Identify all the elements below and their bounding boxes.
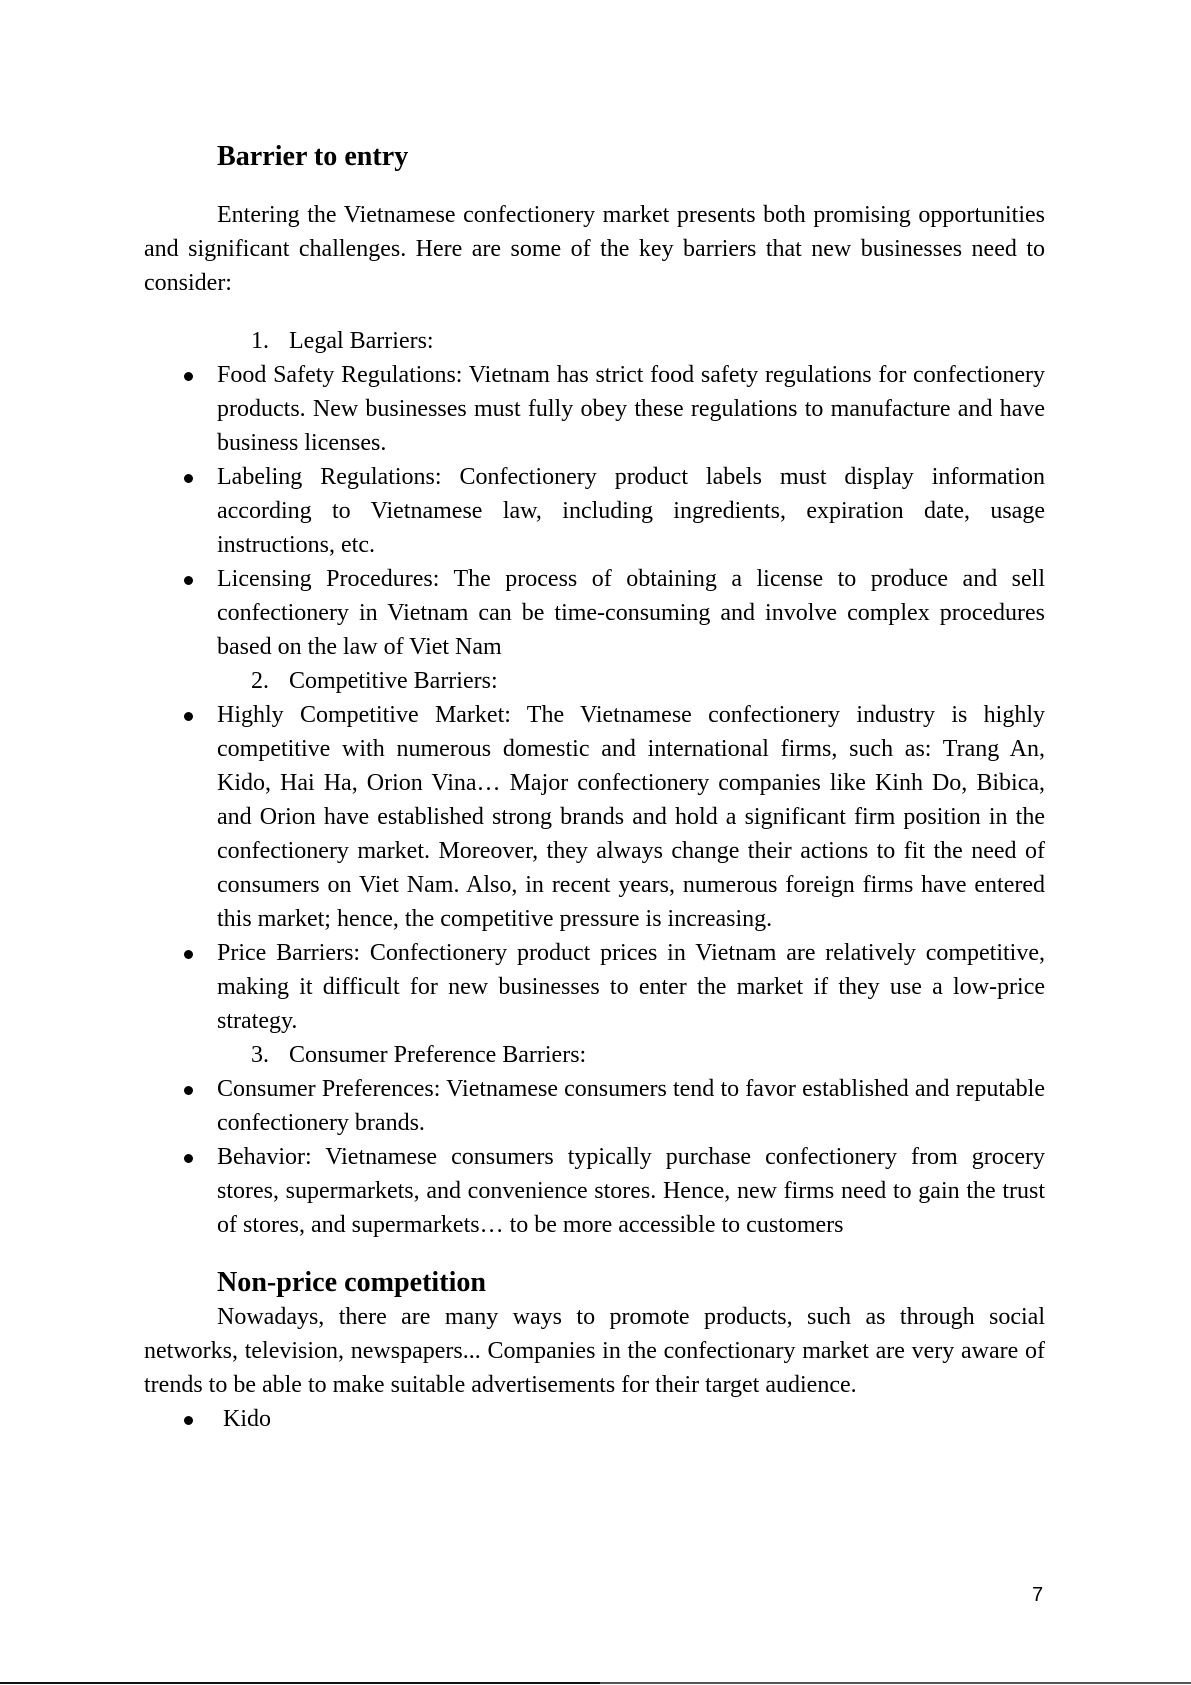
spacer xyxy=(144,1242,1045,1266)
numbered-item-legal-barriers xyxy=(144,324,1045,358)
bullet-text: Licensing Procedures: The process of obtaining a license to produce and sell confectionery in Vietnam can be time-consuming and involve complex procedures based on the law of Viet Nam xyxy=(217,566,1045,660)
page-content xyxy=(144,140,1045,1436)
bullet-icon xyxy=(184,1086,193,1095)
bullet-text: Highly Competitive Market: The Vietnamese confectionery industry is highly competitive with numerous domestic and international firms, such as: Trang An, Kido, Hai Ha, Orion Vina… Major confectionery companies like Kinh Do, Bibica, and Orion have established strong brands and hold a significant firm position in the confectionery market. Moreover, they always change their actions to fit the need of consumers on Viet Nam. Also, in recent years, numerous foreign firms have entered this market; hence, the competitive pressure is increasing. xyxy=(217,702,1045,932)
page-bottom-border-dark xyxy=(0,1682,600,1684)
bullet-text: Price Barriers: Confectionery product prices in Vietnam are relatively competitive, making it difficult for new businesses to enter the market if they use a low-price strategy. xyxy=(217,940,1045,1034)
bullet-item-labeling xyxy=(144,460,1045,562)
bullet-text: Kido xyxy=(223,1406,271,1432)
page-bottom-border xyxy=(0,1682,1191,1684)
list-number: 2. xyxy=(251,668,269,694)
list-label: Competitive Barriers: xyxy=(289,668,498,694)
bullet-text: Behavior: Vietnamese consumers typically purchase confectionery from grocery stores, supermarkets, and convenience stores. Hence, new firms need to gain the trust of stores, and supermarkets… to be more accessible to customers xyxy=(217,1144,1045,1238)
bullet-icon xyxy=(184,372,193,381)
bullet-item-price-barriers xyxy=(144,936,1045,1038)
bullet-text: Labeling Regulations: Confectionery product labels must display information according to Vietnamese law, including ingredients, expiration date, usage instructions, etc. xyxy=(217,464,1045,558)
spacer xyxy=(144,300,1045,324)
bullet-icon xyxy=(184,712,193,721)
bullet-icon xyxy=(184,950,193,959)
bullet-text: Food Safety Regulations: Vietnam has strict food safety regulations for confectionery products. New businesses must fully obey these regulations to manufacture and have business licenses. xyxy=(217,362,1045,456)
bullet-text: Consumer Preferences: Vietnamese consumers tend to favor established and reputable confectionery brands. xyxy=(217,1076,1045,1136)
list-label: Consumer Preference Barriers: xyxy=(289,1042,587,1068)
bullet-icon xyxy=(184,576,193,585)
bullet-icon xyxy=(184,1416,193,1425)
numbered-item-consumer-preference-barriers xyxy=(144,1038,1045,1072)
spacer xyxy=(144,174,1045,198)
list-number: 3. xyxy=(251,1042,269,1068)
bullet-item-food-safety xyxy=(144,358,1045,460)
bullet-item-kido xyxy=(144,1402,1045,1436)
list-number: 1. xyxy=(251,328,269,354)
bullet-icon xyxy=(184,474,193,483)
page-number: 7 xyxy=(1032,1584,1044,1606)
bullet-item-behavior xyxy=(144,1140,1045,1242)
nonprice-intro-paragraph: Nowadays, there are many ways to promote products, such as through social networks, television, newspapers... Companies in the confectionary market are very aware of trends to be able to make suitable advertisements for their target audience. xyxy=(144,1304,1045,1398)
barrier-intro-paragraph: Entering the Vietnamese confectionery market presents both promising opportunities and significant challenges. Here are some of the key barriers that new businesses need to consider: xyxy=(144,202,1045,296)
bullet-icon xyxy=(184,1154,193,1163)
bullet-item-highly-competitive-market xyxy=(144,698,1045,936)
list-label: Legal Barriers: xyxy=(289,328,434,354)
section-heading-non-price-competition: Non-price competition xyxy=(217,1267,487,1298)
bullet-item-licensing xyxy=(144,562,1045,664)
numbered-item-competitive-barriers xyxy=(144,664,1045,698)
section-heading-barrier-to-entry: Barrier to entry xyxy=(217,141,409,172)
bullet-item-consumer-preferences xyxy=(144,1072,1045,1140)
